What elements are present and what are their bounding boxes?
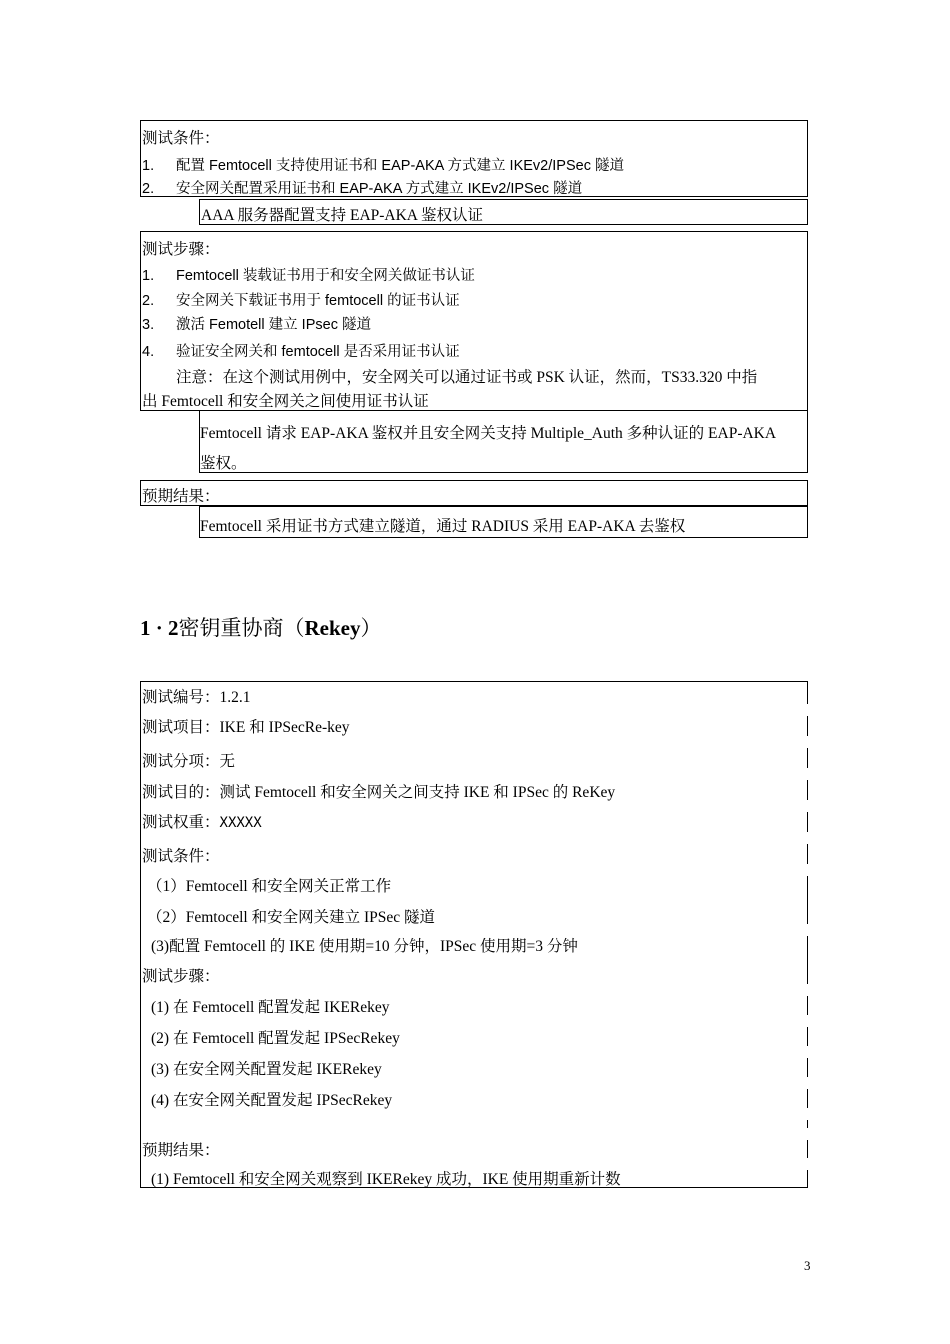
step-item: 3. 激活 Femotell 建立 IPsec 隧道 (142, 317, 371, 333)
border-gap (806, 864, 808, 876)
test-item: 测试项目：IKE 和 IPSecRe-key (142, 719, 350, 736)
step-item: 4. 验证安全网关和 femtocell 是否采用证书认证 (142, 344, 460, 360)
expected-result-box (199, 506, 808, 538)
note-line: 注意：在这个测试用例中，安全网关可以通过证书或 PSK 认证，然而，TS33.320 中指 (176, 369, 758, 386)
border-gap (806, 800, 808, 812)
border-gap (806, 1077, 808, 1089)
step-item: (3) 在安全网关配置发起 IKERekey (151, 1061, 382, 1078)
expected-item: (1) Femtocell 和安全网关观察到 IKERekey 成功，IKE 使用期重新计数 (151, 1171, 621, 1188)
heading-number: 1 · 2 (140, 616, 179, 640)
step-item: 2. 安全网关下载证书用于 femtocell 的证书认证 (142, 293, 460, 309)
border-gap (806, 1158, 808, 1170)
condition-item: （1）Femtocell 和安全网关正常工作 (147, 878, 392, 895)
test-weight: 测试权重：XXXXX (142, 814, 262, 831)
conditions-label: 测试条件： (142, 848, 220, 865)
steps-box (140, 231, 808, 411)
test-id: 测试编号：1.2.1 (142, 689, 251, 706)
eap-aka-box (199, 410, 808, 473)
condition-item: （2）Femtocell 和安全网关建立 IPSec 隧道 (147, 909, 436, 926)
expected-result: Femtocell 采用证书方式建立隧道，通过 RADIUS 采用 EAP-AKA 去鉴权 (200, 518, 686, 535)
step-item: (1) 在 Femtocell 配置发起 IKERekey (151, 999, 390, 1016)
test-subitem: 测试分项：无 (142, 753, 236, 770)
border-gap (806, 736, 808, 748)
step-item: (2) 在 Femtocell 配置发起 IPSecRekey (151, 1030, 400, 1047)
border-gap (806, 924, 808, 936)
test-case-box (140, 681, 808, 1188)
heading-title: 密钥重协商（ (178, 616, 305, 640)
border-gap (806, 832, 808, 844)
section-heading (140, 612, 382, 642)
heading-title-en: Rekey (304, 616, 361, 640)
aaa-note: AAA 服务器配置支持 EAP-AKA 鉴权认证 (201, 207, 484, 224)
expected-label: 预期结果： (142, 1142, 220, 1159)
conditions-box (140, 120, 808, 197)
note-line: 出 Femtocell 和安全网关之间使用证书认证 (142, 393, 429, 410)
expected-label: 预期结果： (142, 488, 220, 505)
eap-aka-line: 鉴权。 (200, 455, 247, 472)
border-gap (806, 1046, 808, 1058)
test-purpose: 测试目的：测试 Femtocell 和安全网关之间支持 IKE 和 IPSec 的 ReKey (142, 784, 616, 801)
steps-label: 测试步骤： (142, 968, 220, 985)
expected-box (140, 480, 808, 506)
step-item: (4) 在安全网关配置发起 IPSecRekey (151, 1092, 393, 1109)
aaa-note-box (199, 199, 808, 225)
steps-label: 测试步骤： (142, 241, 220, 258)
border-gap (806, 768, 808, 780)
step-item: 1. Femtocell 装载证书用于和安全网关做证书认证 (142, 268, 475, 284)
eap-aka-line: Femtocell 请求 EAP-AKA 鉴权并且安全网关支持 Multiple_Auth 多种认证的 EAP-AKA (200, 425, 777, 442)
border-gap (806, 704, 808, 716)
border-gap (806, 1015, 808, 1027)
page-number: 3 (804, 1258, 811, 1273)
condition-item: (3)配置 Femtocell 的 IKE 使用期=10 分钟，IPSec 使用期=3 分钟 (151, 938, 578, 955)
border-gap (806, 1108, 808, 1120)
condition-item: 2. 安全网关配置采用证书和 EAP-AKA 方式建立 IKEv2/IPSec 隧道 (142, 181, 583, 197)
condition-item: 1. 配置 Femtocell 支持使用证书和 EAP-AKA 方式建立 IKEv2/IPSec 隧道 (142, 158, 624, 174)
border-gap (806, 1128, 808, 1140)
heading-title-end: ） (360, 616, 382, 640)
border-gap (806, 984, 808, 996)
conditions-label: 测试条件： (142, 130, 220, 147)
